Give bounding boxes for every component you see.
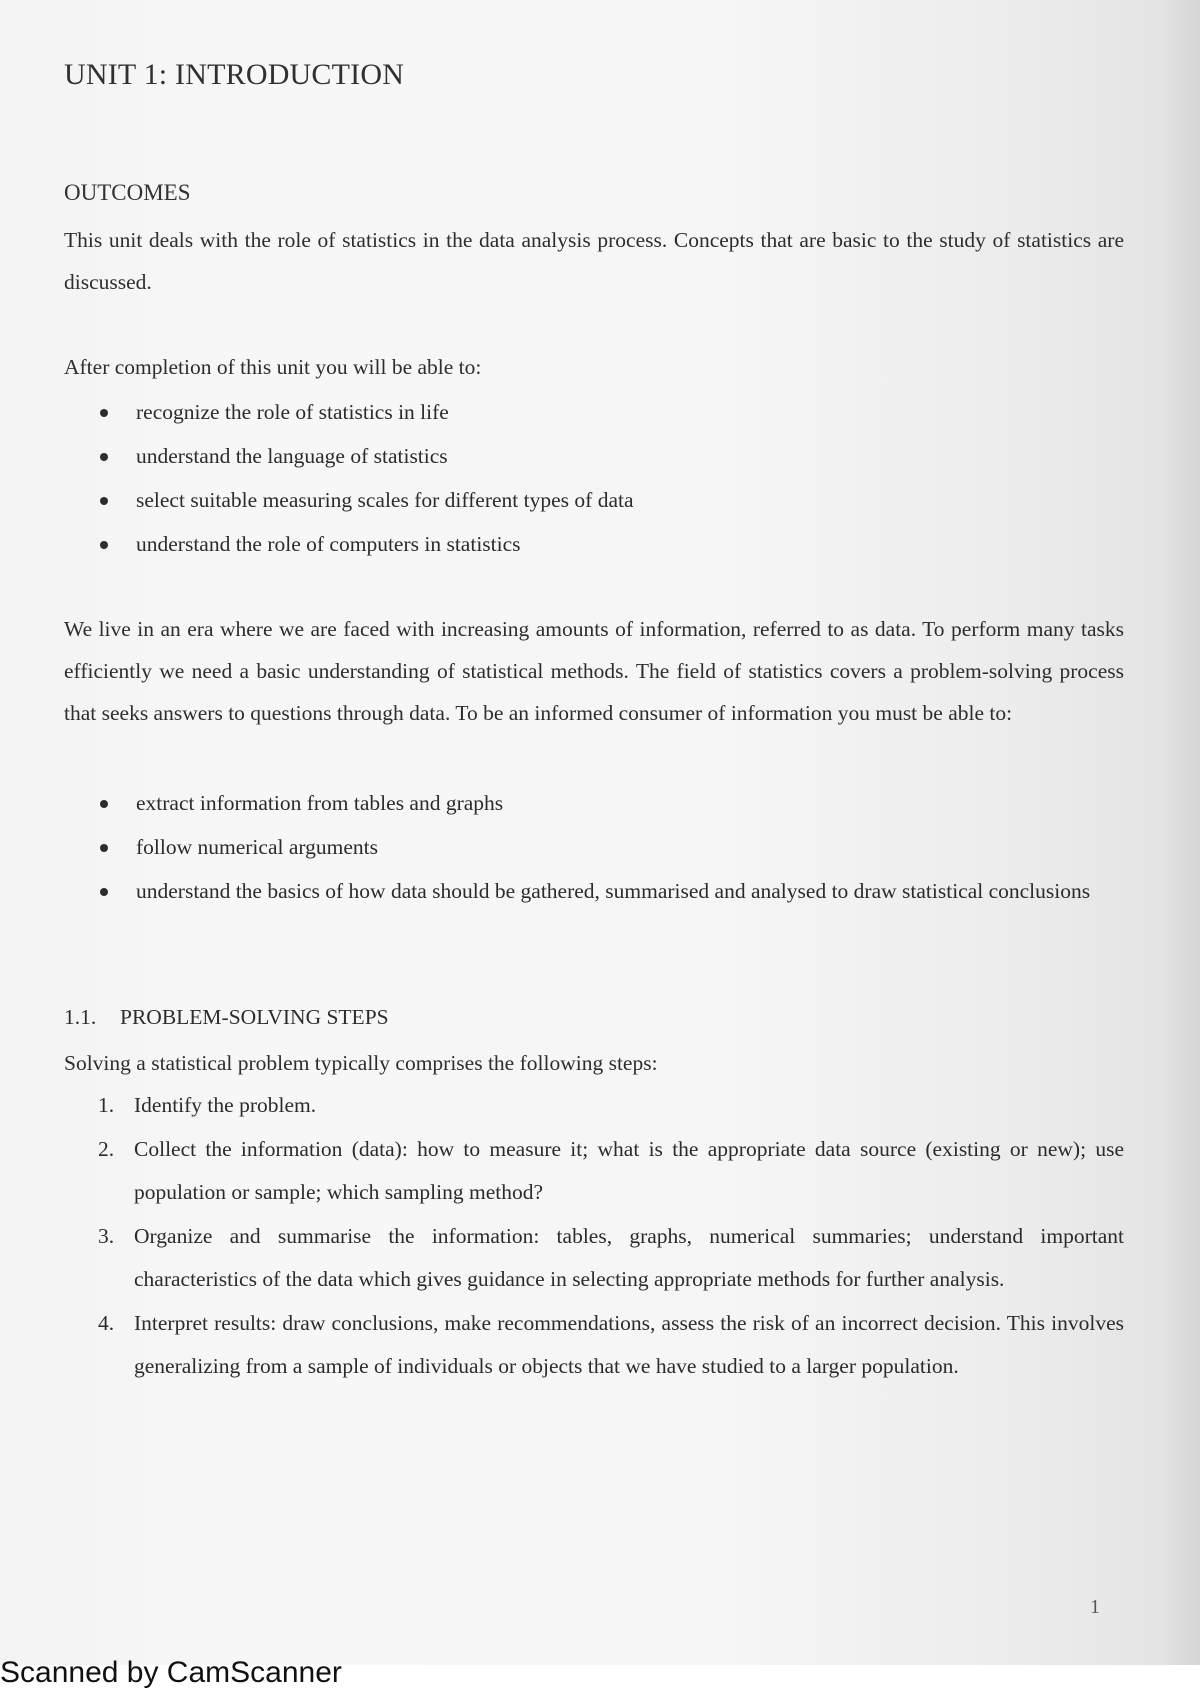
list-item <box>64 434 1124 478</box>
step-number: 2. <box>98 1137 115 1161</box>
step-number: 4. <box>98 1311 115 1335</box>
outcomes-list <box>64 390 1124 566</box>
list-item-text: recognize the role of statistics in life <box>136 400 449 424</box>
step-text: Interpret results: draw conclusions, make recommendations, assess the risk of an incorrect decision. This involves generalizing from a sample of individuals or objects that we have studied to a larger population. <box>134 1311 1124 1378</box>
steps-intro: Solving a statistical problem typically comprises the following steps: <box>64 1051 658 1075</box>
after-completion-text: After completion of this unit you will be able to: <box>64 355 482 379</box>
list-item <box>64 1302 1124 1388</box>
list-item <box>64 781 1124 825</box>
section-title: PROBLEM-SOLVING STEPS <box>120 1005 389 1029</box>
problem-solving-steps <box>64 1084 1124 1389</box>
list-item <box>64 390 1124 434</box>
consumer-skills-list <box>64 781 1124 913</box>
list-item-text: extract information from tables and graphs <box>136 791 504 815</box>
list-item <box>64 1084 1124 1127</box>
step-text: Organize and summarise the information: tables, graphs, numerical summaries; understand important characteristics of the data which gives guidance in selecting appropriate methods for further analysis. <box>134 1224 1124 1291</box>
bullet-icon <box>100 888 108 896</box>
intro-paragraph: This unit deals with the role of statistics in the data analysis process. Concepts that are basic to the study of statistics are discussed. <box>64 228 1124 294</box>
list-item <box>64 1128 1124 1214</box>
outcomes-heading: OUTCOMES <box>64 180 191 205</box>
list-item <box>64 825 1124 869</box>
list-item-text: understand the role of computers in statistics <box>136 532 521 556</box>
list-item <box>64 522 1124 566</box>
list-item-text: select suitable measuring scales for different types of data <box>136 488 634 512</box>
step-text: Collect the information (data): how to measure it; what is the appropriate data source (existing or new); use population or sample; which sampling method? <box>134 1137 1124 1204</box>
bullet-icon <box>100 800 108 808</box>
page-number: 1 <box>1090 1596 1100 1618</box>
bullet-icon <box>100 844 108 852</box>
scanner-watermark: Scanned by CamScanner <box>0 1656 342 1689</box>
list-item <box>64 1215 1124 1301</box>
list-item-text: understand the language of statistics <box>136 444 448 468</box>
list-item-text: follow numerical arguments <box>136 835 379 859</box>
era-paragraph: We live in an era where we are faced with increasing amounts of information, referred to as data. To perform many tasks efficiently we need a basic understanding of statistical methods. The field of statistics covers a problem-solving process that seeks answers to questions through data. To be an informed consumer of information you must be able to: <box>64 617 1124 725</box>
bullet-icon <box>100 541 108 549</box>
list-item <box>64 869 1124 913</box>
section-number: 1.1. <box>64 1005 97 1029</box>
step-text: Identify the problem. <box>134 1093 317 1117</box>
list-item-text: understand the basics of how data should be gathered, summarised and analysed to draw statistical conclusions <box>136 879 1091 903</box>
step-number: 3. <box>98 1224 115 1248</box>
list-item <box>64 478 1124 522</box>
bullet-icon <box>100 453 108 461</box>
step-number: 1. <box>98 1093 115 1117</box>
bullet-icon <box>100 409 108 417</box>
section-heading <box>64 1005 389 1030</box>
bullet-icon <box>100 497 108 505</box>
unit-title: UNIT 1: INTRODUCTION <box>64 58 405 91</box>
